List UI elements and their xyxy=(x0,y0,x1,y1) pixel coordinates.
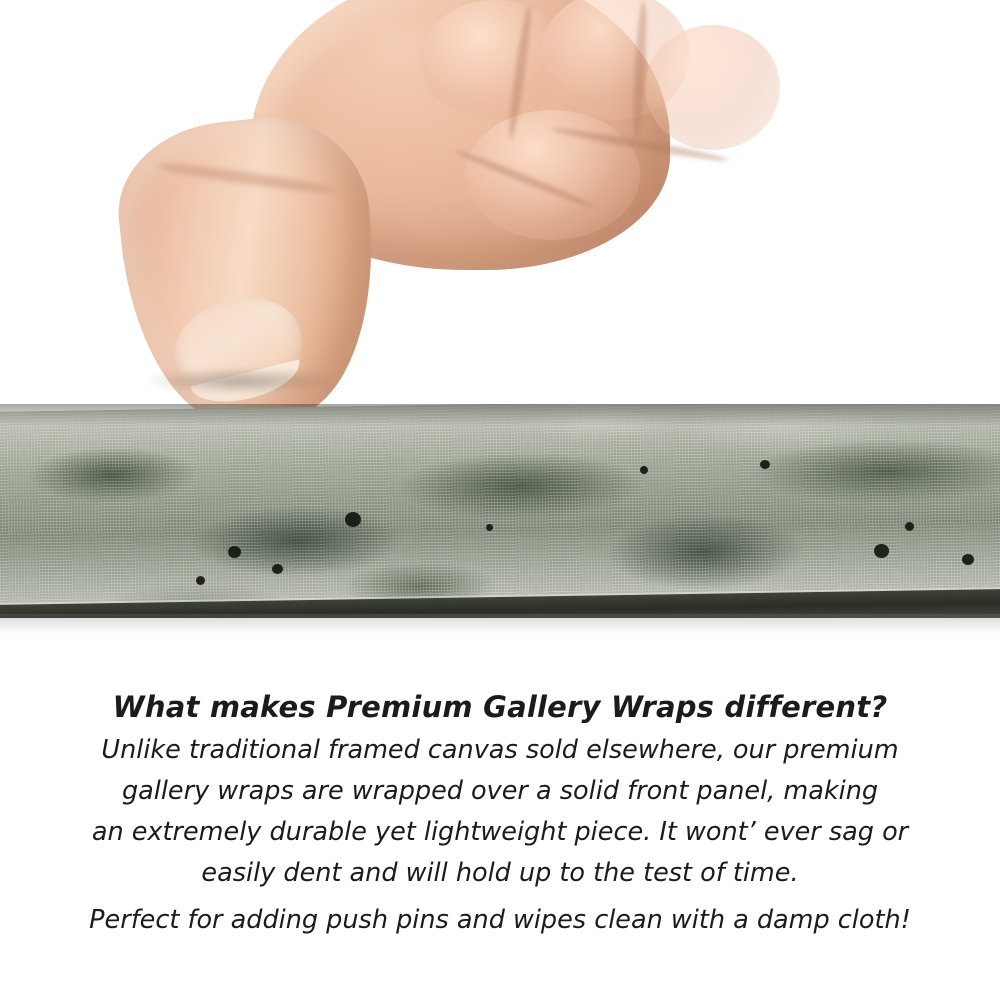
caption-line-3: an extremely durable yet lightweight piece. It wont’ ever sag or xyxy=(91,817,909,847)
canvas-speck xyxy=(760,460,770,469)
caption-block xyxy=(0,690,1000,941)
canvas-speck xyxy=(486,524,493,531)
canvas-speck xyxy=(905,522,914,531)
canvas-speck xyxy=(272,564,283,574)
caption-heading: What makes Premium Gallery Wraps different? xyxy=(112,690,888,724)
hand-illustration xyxy=(110,0,670,440)
caption-line-1: Unlike traditional framed canvas sold elsewhere, our premium xyxy=(101,735,899,765)
caption-line-4: easily dent and will hold up to the test of time. xyxy=(201,858,799,888)
canvas-wrap-edge xyxy=(0,404,1000,618)
knuckle-highlight xyxy=(645,25,780,150)
canvas-speck xyxy=(196,576,205,585)
canvas-speck xyxy=(640,466,648,474)
finger-joint-crease xyxy=(155,160,335,197)
canvas-speck xyxy=(874,544,889,558)
caption-line-2: gallery wraps are wrapped over a solid front panel, making xyxy=(121,776,879,806)
canvas-top-shadow xyxy=(0,404,1000,426)
canvas-speck xyxy=(345,512,361,527)
drop-shadow xyxy=(0,614,1000,634)
canvas-weave-texture xyxy=(0,404,1000,618)
canvas-speck xyxy=(228,546,241,558)
caption-line-5: Perfect for adding push pins and wipes clean with a damp cloth! xyxy=(89,905,911,935)
fingertip-contact-shadow xyxy=(145,368,335,394)
fingernail xyxy=(165,286,314,418)
canvas-speck xyxy=(962,554,974,565)
